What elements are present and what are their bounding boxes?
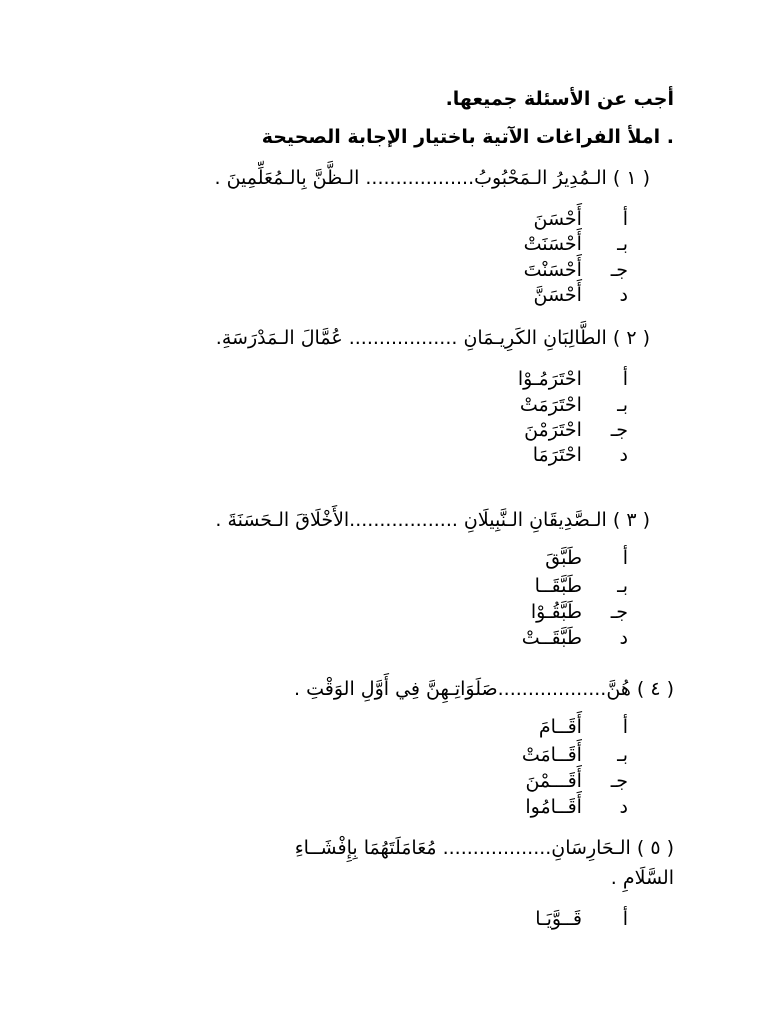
question-1-text: ( ١ ) الـمُدِيرُ الـمَحْبُوبُ.................. الـظَّنَّ بِالـمُعَلِّمِينَ . — [214, 167, 650, 189]
option-letter: جـ — [610, 770, 628, 792]
option-letter: بـ — [617, 575, 628, 597]
question-1-option-d — [534, 283, 628, 307]
option-letter: أ — [622, 208, 628, 230]
option-letter: جـ — [610, 259, 628, 281]
question-1-option-a — [534, 207, 628, 231]
question-1-option-c — [524, 258, 628, 282]
question-4-option-a — [539, 715, 628, 739]
question-3-text: ( ٣ ) الـصَّدِيقَانِ الـنَّبِيلَانِ ..................الأَخْلَاقَ الـحَسَنَةَ . — [215, 509, 650, 531]
question-3-option-d — [522, 626, 628, 650]
question-4-option-c — [525, 769, 628, 793]
question-3-option-b — [535, 574, 628, 598]
option-text: طَبَّقَــا — [534, 575, 582, 597]
option-letter: جـ — [610, 601, 628, 623]
question-5-option-a — [535, 907, 628, 931]
question-1-option-b — [524, 232, 628, 256]
option-letter: أ — [622, 716, 628, 738]
question-3-option-c — [531, 600, 628, 624]
option-letter: أ — [622, 368, 628, 390]
option-text: أَحْسَنْتَ — [523, 259, 582, 281]
question-4-option-d — [525, 795, 628, 819]
option-letter: أ — [622, 908, 628, 930]
option-letter: د — [619, 444, 628, 466]
question-3-option-a — [545, 546, 628, 570]
page-heading: أجب عن الأسئلة جميعها. — [445, 88, 674, 110]
question-2-option-c — [524, 418, 628, 442]
option-text: قَــوَّيَـا — [535, 908, 582, 930]
option-text: احْتَرَمُـوْا — [517, 368, 582, 390]
option-text: أَقَــامُوا — [525, 796, 582, 818]
option-letter: بـ — [617, 233, 628, 255]
option-text: أَقَــامَتْ — [521, 744, 582, 766]
option-text: أَحْسَنَّ — [533, 284, 582, 306]
option-text: طَبَّقَ — [545, 547, 582, 569]
option-letter: أ — [622, 547, 628, 569]
instruction-line: . املأ الفراغات الآتية باختيار الإجابة الصحيحة — [261, 126, 674, 148]
question-2-option-a — [518, 367, 628, 391]
option-text: احْتَرَمَا — [532, 444, 582, 466]
option-text: أَقَـــمْنَ — [525, 770, 582, 792]
option-letter: بـ — [617, 394, 628, 416]
question-2-option-d — [533, 443, 628, 467]
question-2-option-b — [520, 393, 628, 417]
option-letter: د — [619, 627, 628, 649]
question-2-text: ( ٢ ) الطَّالِبَانِ الكَرِيـمَانِ .................. عُمَّالَ الـمَدْرَسَةِ. — [215, 327, 650, 349]
option-letter: د — [619, 796, 628, 818]
question-5-text-continued: السَّلَامِ . — [610, 867, 674, 889]
option-text: احْتَرَمْنَ — [524, 419, 582, 441]
option-text: أَقَــامَ — [538, 716, 582, 738]
option-letter: بـ — [617, 744, 628, 766]
question-4-text: ( ٤ ) هُنَّ..................صَلَوَاتِـهِنَّ فِي أَوَّلِ الوَقْتِ . — [294, 678, 674, 700]
option-text: احْتَرَمَتْ — [519, 394, 582, 416]
question-4-option-b — [522, 743, 628, 767]
option-text: أَحْسَنَ — [533, 208, 582, 230]
option-text: طَبَّقَــتْ — [521, 627, 582, 649]
question-5-text: ( ٥ ) الـحَارِسَانِ.................. مُعَامَلَتَهُمَا بِإِفْشَــاءِ — [294, 837, 674, 859]
option-letter: د — [619, 284, 628, 306]
option-text: طَبَّقُـوْا — [530, 601, 582, 623]
option-letter: جـ — [610, 419, 628, 441]
option-text: أَحْسَنَتْ — [523, 233, 582, 255]
